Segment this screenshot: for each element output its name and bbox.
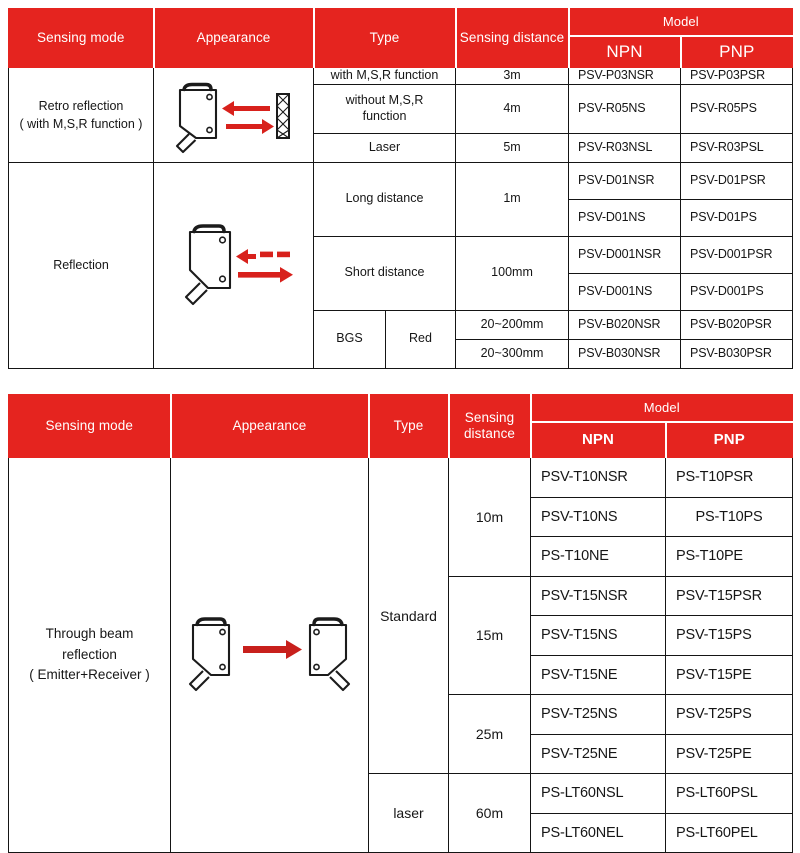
cell-model-pnp: PS-LT60PSL	[666, 774, 793, 814]
cell-sensing-distance: 25m	[449, 695, 531, 774]
cell-model-pnp: PSV-R05PS	[681, 84, 793, 133]
col-npn: NPN	[569, 36, 681, 68]
col-sensing-distance	[449, 395, 531, 458]
cell-model-pnp: PSV-D001PS	[681, 273, 793, 310]
cell-sensing-distance: 10m	[449, 458, 531, 577]
cell-sensing-distance: 100mm	[456, 236, 569, 310]
col-sensing-mode: Sensing mode	[9, 9, 154, 68]
col-model-group: Model	[569, 9, 793, 37]
sensing-distance-line1: Sensing	[464, 410, 515, 426]
cell-model-pnp: PSV-P03PSR	[681, 68, 793, 85]
cell-model-npn: PS-LT60NSL	[531, 774, 666, 814]
cell-sensing-distance: 1m	[456, 162, 569, 236]
cell-model-npn: PSV-R03NSL	[569, 133, 681, 162]
cell-model-pnp: PS-T10PS	[666, 497, 793, 537]
cell-model-npn: PSV-T10NSR	[531, 458, 666, 498]
cell-model-pnp: PSV-D001PSR	[681, 236, 793, 273]
col-pnp: PNP	[681, 36, 793, 68]
table-row	[9, 68, 793, 85]
through-beam-reflection-table	[8, 394, 793, 853]
cell-model-pnp: PSV-R03PSL	[681, 133, 793, 162]
cell-sensing-mode-retro-reflection	[9, 68, 154, 163]
cell-model-npn: PSV-D01NS	[569, 199, 681, 236]
col-type: Type	[369, 395, 449, 458]
cell-type-laser: laser	[369, 774, 449, 853]
cell-appearance-reflection	[154, 162, 314, 368]
cell-type	[314, 84, 456, 133]
mode-line3: ( Emitter+Receiver )	[29, 667, 150, 683]
cell-model-pnp: PSV-D01PSR	[681, 162, 793, 199]
cell-sensing-mode-reflection	[9, 162, 154, 368]
cell-sensing-mode-through-beam	[9, 458, 171, 853]
type-line2: function	[362, 108, 407, 123]
cell-type-bgs: BGS	[314, 310, 386, 368]
cell-model-npn: PSV-B020NSR	[569, 310, 681, 339]
mode-line1: Through beam	[45, 625, 134, 641]
mode-line1: Retro reflection	[38, 98, 124, 113]
cell-model-pnp: PSV-T25PE	[666, 734, 793, 774]
table1-header	[9, 9, 793, 68]
cell-sensing-distance: 20~200mm	[456, 310, 569, 339]
cell-model-npn: PSV-T25NE	[531, 734, 666, 774]
diffuse-reflection-sensor-diagram	[164, 210, 304, 320]
cell-model-pnp: PSV-T15PE	[666, 655, 793, 695]
table1-body	[9, 68, 793, 369]
cell-model-npn: PSV-T15NS	[531, 616, 666, 656]
cell-model-pnp: PSV-B020PSR	[681, 310, 793, 339]
cell-model-npn: PSV-B030NSR	[569, 339, 681, 368]
sensing-distance-line2: distance	[463, 426, 516, 441]
col-sensing-mode: Sensing mode	[9, 395, 171, 458]
cell-model-npn: PSV-T10NS	[531, 497, 666, 537]
cell-model-npn: PSV-R05NS	[569, 84, 681, 133]
col-type: Type	[314, 9, 456, 68]
cell-sensing-distance: 5m	[456, 133, 569, 162]
cell-appearance-through-beam	[171, 458, 369, 853]
cell-type-color: Red	[386, 310, 456, 368]
mode-line2: reflection	[62, 646, 117, 662]
cell-type: Short distance	[314, 236, 456, 310]
cell-type: with M,S,R function	[314, 68, 456, 85]
col-appearance: Appearance	[171, 395, 369, 458]
sensing-distance-line1: Sensing	[459, 30, 510, 46]
cell-model-pnp: PS-LT60PEL	[666, 813, 793, 853]
cell-model-npn: PSV-T25NS	[531, 695, 666, 735]
sensing-distance-line2: distance	[513, 30, 565, 46]
cell-sensing-distance: 3m	[456, 68, 569, 85]
beam-arrow	[243, 640, 302, 659]
cell-sensing-distance: 4m	[456, 84, 569, 133]
cell-model-npn: PSV-P03NSR	[569, 68, 681, 85]
mode-line1: Reflection	[53, 258, 109, 273]
col-model-group: Model	[531, 395, 793, 423]
cell-model-npn: PSV-D001NS	[569, 273, 681, 310]
cell-model-npn: PS-T10NE	[531, 537, 666, 577]
table2-body	[9, 458, 793, 853]
cell-model-pnp: PSV-T15PSR	[666, 576, 793, 616]
cell-appearance-retro-reflection	[154, 68, 314, 163]
cell-model-npn: PSV-T15NSR	[531, 576, 666, 616]
retro-reflection-and-reflection-table	[8, 8, 793, 369]
cell-model-pnp: PS-T10PE	[666, 537, 793, 577]
cell-model-pnp: PSV-T25PS	[666, 695, 793, 735]
cell-model-pnp: PSV-T15PS	[666, 616, 793, 656]
cell-model-npn: PSV-D001NSR	[569, 236, 681, 273]
table-row	[9, 162, 793, 199]
cell-model-pnp: PSV-B030PSR	[681, 339, 793, 368]
cell-model-npn: PSV-T15NE	[531, 655, 666, 695]
cell-model-npn: PSV-D01NSR	[569, 162, 681, 199]
type-line1: without M,S,R	[345, 93, 424, 107]
cell-model-pnp: PSV-D01PS	[681, 199, 793, 236]
cell-model-pnp: PS-T10PSR	[666, 458, 793, 498]
cell-sensing-distance: 60m	[449, 774, 531, 853]
table-row	[9, 458, 793, 498]
col-npn: NPN	[531, 422, 666, 458]
beam-arrows	[236, 249, 293, 283]
cell-type: Long distance	[314, 162, 456, 236]
table2-header	[9, 395, 793, 458]
cell-sensing-distance: 20~300mm	[456, 339, 569, 368]
cell-type: Laser	[314, 133, 456, 162]
cell-type-standard: Standard	[369, 458, 449, 774]
col-sensing-distance	[456, 9, 569, 68]
beam-arrows	[222, 101, 274, 134]
retro-reflection-sensor-diagram	[164, 76, 304, 154]
col-pnp: PNP	[666, 422, 793, 458]
cell-sensing-distance: 15m	[449, 576, 531, 695]
through-beam-emitter-receiver-diagram	[177, 605, 362, 705]
col-appearance: Appearance	[154, 9, 314, 68]
cell-model-npn: PS-LT60NEL	[531, 813, 666, 853]
mode-line2: ( with M,S,R function )	[19, 116, 143, 131]
